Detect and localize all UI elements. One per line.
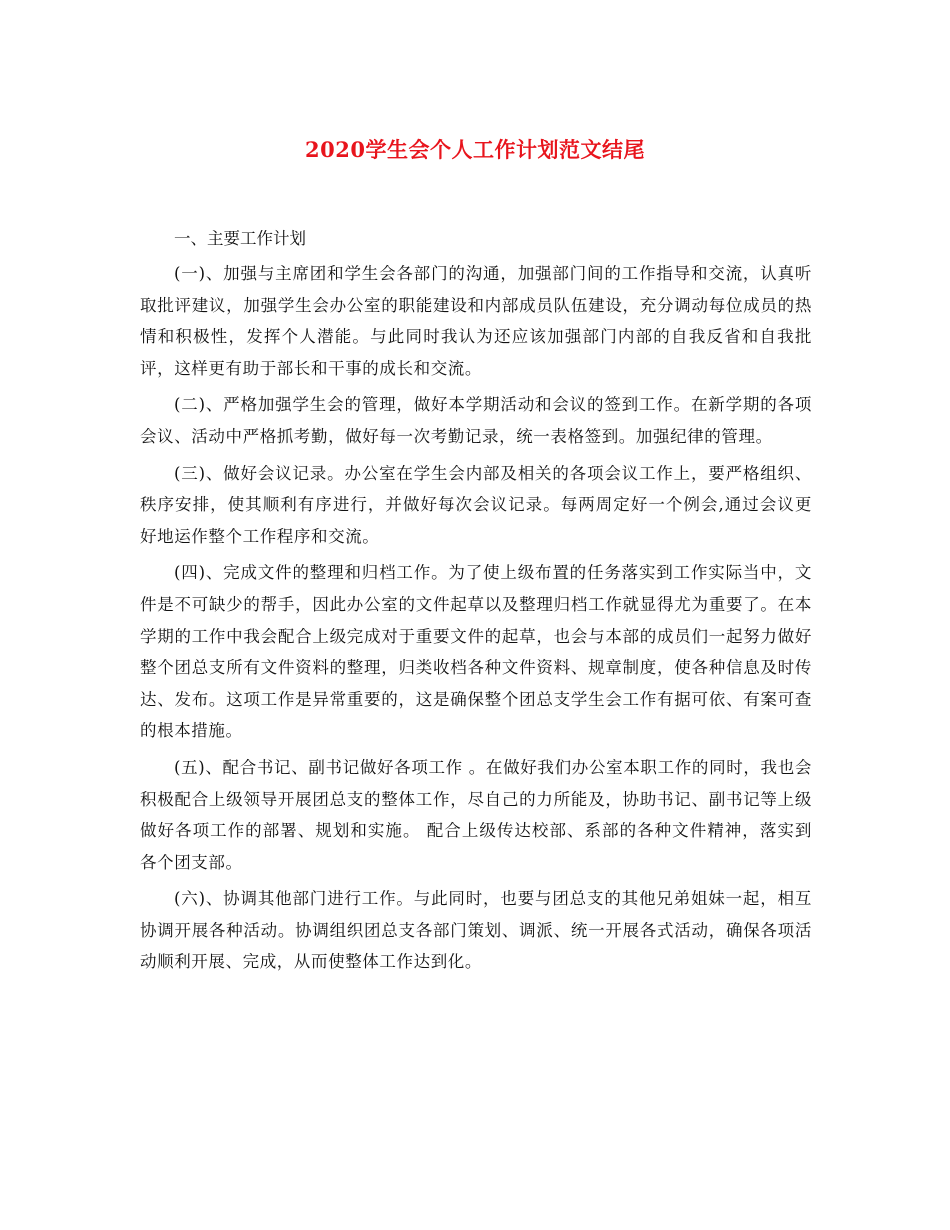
paragraph-1: (一)、加强与主席团和学生会各部门的沟通，加强部门间的工作指导和交流，认真听取批评建议，加强学生会办公室的职能建设和内部成员队伍建设，充分调动每位成员的热情和积极性，发挥个人潜能。与此同时我认为还应该加强部门内部的自我反省和自我批评，这样更有助于部长和干事的成长和交流。 — [140, 264, 812, 378]
paragraph-2: (二)、严格加强学生会的管理，做好本学期活动和会议的签到工作。在新学期的各项会议、活动中严格抓考勤，做好每一次考勤记录，统一表格签到。加强纪律的管理。 — [140, 395, 812, 446]
paragraph-6: (六)、协调其他部门进行工作。与此同时，也要与团总支的其他兄弟姐妹一起，相互协调开展各种活动。协调组织团总支各部门策划、调派、统一开展各式活动，确保各项活动顺利开展、完成，从而使整体工作达到化。 — [140, 889, 812, 972]
document-body — [140, 220, 812, 983]
paragraph-3: (三)、做好会议记录。办公室在学生会内部及相关的各项会议工作上，要严格组织、秩序安排，使其顺利有序进行，并做好每次会议记录。每两周定好一个例会,通过会议更好地运作整个工作程序和交流。 — [140, 463, 812, 546]
section-heading: 一、主要工作计划 — [174, 229, 306, 248]
paragraph-4: (四)、完成文件的整理和归档工作。为了使上级布置的任务落实到工作实际当中，文件是不可缺少的帮手，因此办公室的文件起草以及整理归档工作就显得尤为重要了。在本学期的工作中我会配合上级完成对于重要文件的起草，也会与本部的成员们一起努力做好整个团总支所有文件资料的整理，归类收档各种文件资料、规章制度，使各种信息及时传达、发布。这项工作是异常重要的，这是确保整个团总支学生会工作有据可依、有案可查的根本措施。 — [140, 563, 812, 741]
document-title: 2020学生会个人工作计划范文结尾 — [305, 137, 645, 162]
paragraph-5: (五)、配合书记、副书记做好各项工作 。在做好我们办公室本职工作的同时，我也会积极配合上级领导开展团总支的整体工作，尽自己的力所能及，协助书记、副书记等上级做好各项工作的部署、规划和实施。 配合上级传达校部、系部的各种文件精神，落实到各个团支部。 — [140, 757, 812, 872]
